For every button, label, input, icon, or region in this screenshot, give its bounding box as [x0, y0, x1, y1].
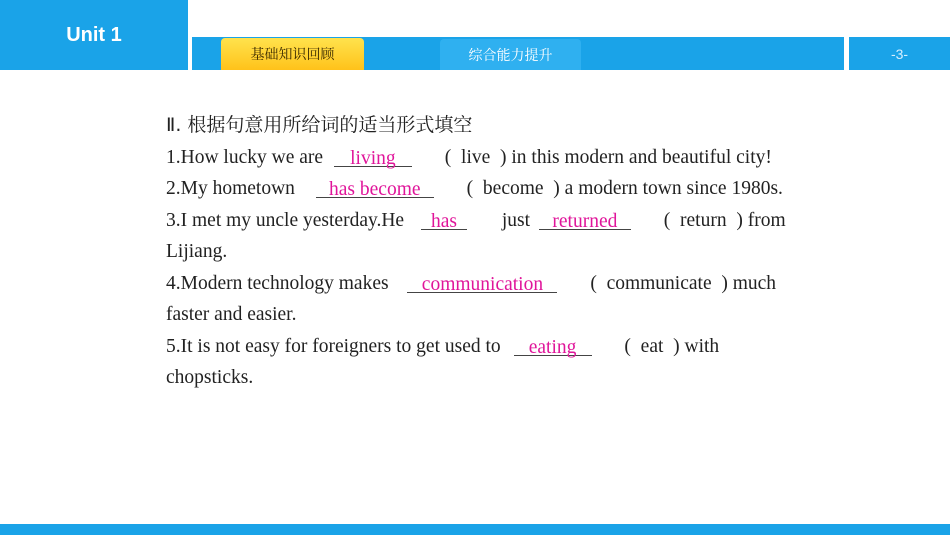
item-text: a modern town since 1980s.: [564, 178, 783, 199]
word-hint: ( live ): [444, 146, 507, 168]
answer-text: has become: [329, 179, 421, 200]
item-text: 2.My hometown: [166, 178, 295, 199]
answer-blank: [421, 211, 467, 230]
answer-blank: [514, 337, 592, 356]
item-text: much faster and easier.: [166, 272, 777, 325]
page-number: -3-: [849, 37, 950, 70]
exercise-item-1: [166, 142, 806, 174]
answer-blank: [316, 179, 434, 198]
item-text: just: [501, 209, 531, 231]
item-text: 4.Modern technology makes: [166, 272, 389, 294]
word-hint: ( eat ): [624, 335, 680, 357]
bottom-bar: [0, 524, 950, 535]
item-text: with chopsticks.: [166, 335, 720, 388]
unit-label: Unit 1: [0, 0, 188, 70]
tab-basic-knowledge-review[interactable]: 基础知识回顾: [221, 38, 364, 70]
section-title: Ⅱ. 根据句意用所给词的适当形式填空: [166, 114, 473, 136]
answer-text: eating: [528, 336, 577, 358]
word-hint: ( communicate ): [590, 272, 728, 294]
exercise-item-4: [166, 268, 806, 331]
answer-blank: [407, 274, 557, 293]
item-text: 1.How lucky we are: [166, 146, 324, 168]
exercise-content: [166, 110, 806, 394]
answer-text: communication: [421, 273, 544, 295]
word-hint: ( become ): [466, 178, 560, 199]
exercise-item-3: [166, 205, 806, 268]
answer-text: returned: [552, 210, 618, 232]
tab-comprehensive-ability[interactable]: 综合能力提升: [440, 39, 581, 70]
answer-blank: [539, 211, 631, 230]
answer-text: has: [430, 210, 457, 232]
word-hint: ( return ): [663, 209, 743, 231]
answer-text: living: [350, 147, 396, 169]
exercise-item-5: [166, 331, 806, 394]
answer-blank: [334, 148, 412, 167]
item-text: 3.I met my uncle yesterday.He: [166, 209, 405, 231]
item-text: 5.It is not easy for foreigners to get used to: [166, 335, 501, 357]
item-text: in this modern and beautiful city!: [511, 146, 772, 168]
item-text: from Lijiang.: [166, 209, 786, 262]
exercise-item-2: [166, 173, 806, 205]
